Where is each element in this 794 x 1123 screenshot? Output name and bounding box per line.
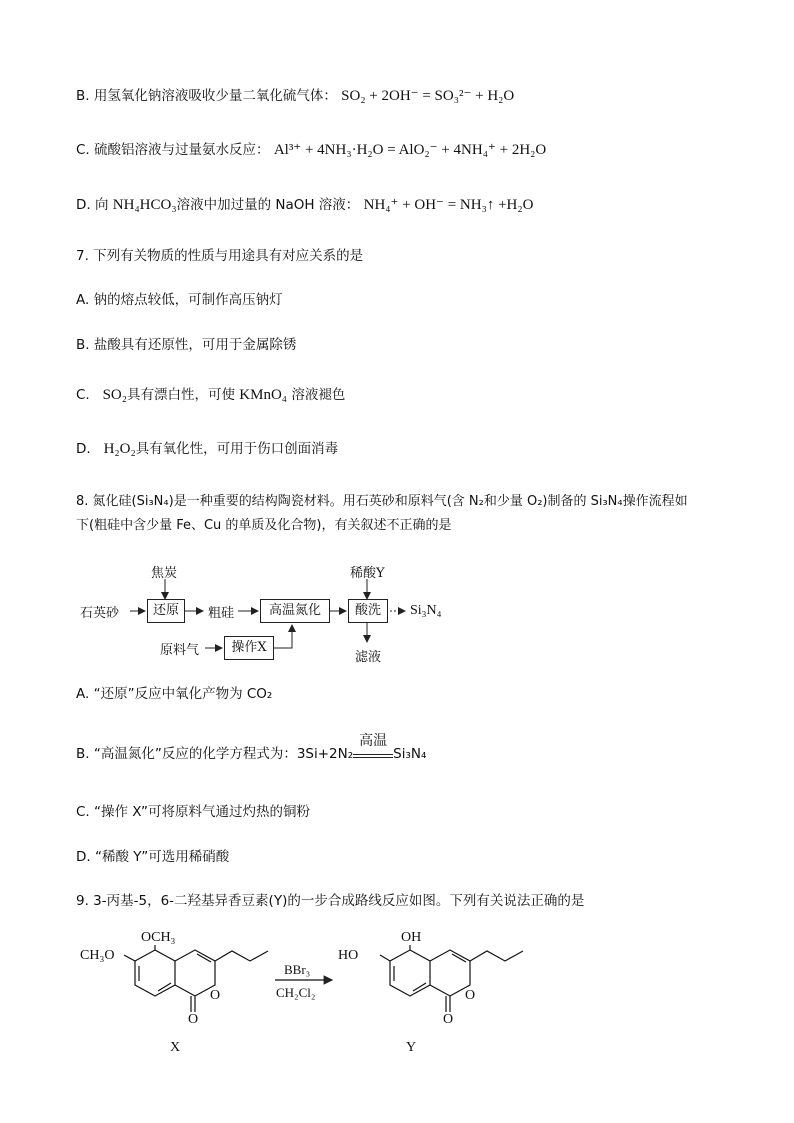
x-carbonyl-oxygen: O xyxy=(188,1012,199,1027)
q8-option-d: D. “稀酸 Y”可选用稀硝酸 xyxy=(76,849,230,865)
flow-box-caozuo-x: 操作X xyxy=(224,636,274,660)
flow-box-huanyuan: 还原 xyxy=(147,599,185,623)
molecule-x xyxy=(124,945,268,1012)
y-ho-left: HO xyxy=(338,948,359,963)
flow-box-gaowen-danhua: 高温氮化 xyxy=(260,599,330,623)
q6-d-formula: NH₄HCO₃ xyxy=(112,197,177,213)
q6-c-equation: Al³⁺ + 4NH₃·H₂O = AlO₂⁻ + 4NH₄⁺ + 2H₂O xyxy=(273,142,547,158)
molecule-y xyxy=(380,945,523,1012)
q6-b-label: B. xyxy=(76,88,90,104)
reagent-ch2cl2: CH₂Cl₂ xyxy=(276,985,316,1000)
q8-option-c: C. “操作 X”可将原料气通过灼热的铜粉 xyxy=(76,804,310,820)
y-ring-oxygen: O xyxy=(465,988,476,1003)
q7-c-formula: SO₂ xyxy=(102,387,127,403)
q8-b-condition-text: 高温 xyxy=(359,733,388,749)
flow-yuanliaoqi: 原料气 xyxy=(160,643,200,658)
q8-option-a: A. “还原”反应中氧化产物为 CO₂ xyxy=(76,686,273,702)
reagent-bbr3: BBr₃ xyxy=(284,962,311,977)
x-ch3o-left: CH₃O xyxy=(80,948,115,963)
flow-box-suanxi: 酸洗 xyxy=(348,599,388,623)
q6-c-label: C. xyxy=(76,142,90,158)
q6-d-text-mid: 溶液中加过量的 NaOH 溶液： xyxy=(176,197,360,213)
q6-d-equation: NH₄⁺ + OH⁻ = NH₃↑ +H₂O xyxy=(363,197,534,213)
q7-d-formula: H₂O₂ xyxy=(103,441,136,457)
x-ring-oxygen: O xyxy=(210,988,221,1003)
q6-c-text: 硫酸铝溶液与过量氨水反应： xyxy=(94,142,270,158)
molecule-x-label: X xyxy=(170,1040,181,1055)
q7-c-end: 溶液褪色 xyxy=(291,387,346,403)
q6-b-equation: SO₂ + 2OH⁻ = SO₃²⁻ + H₂O xyxy=(341,88,515,104)
q9-stem: 9. 3-丙基-5，6-二羟基异香豆素(Y)的一步合成路线反应如图。下列有关说法正确的是 xyxy=(76,893,585,909)
y-carbonyl-oxygen: O xyxy=(443,1012,454,1027)
molecule-y-label: Y xyxy=(406,1040,417,1055)
q7-stem: 7. 下列有关物质的性质与用途具有对应关系的是 xyxy=(76,248,364,264)
q6-b-text: 用氢氧化钠溶液吸收少量二氧化硫气体： xyxy=(93,88,337,104)
q7-d-label: D. xyxy=(76,441,91,457)
flow-xisuan-y: 稀酸Y xyxy=(350,566,385,581)
flow-lvye: 滤液 xyxy=(355,650,382,665)
flow-product-si3n4: Si₃N₄ xyxy=(410,603,442,618)
flow-jiaotan: 焦炭 xyxy=(151,566,178,581)
q7-option-b: B. 盐酸具有还原性，可用于金属除锈 xyxy=(76,337,297,353)
q7-option-a: A. 钠的熔点较低，可制作高压钠灯 xyxy=(76,292,283,308)
q7-c-formula2: KMnO₄ xyxy=(239,387,288,403)
q8-b-product: Si₃N₄ xyxy=(393,746,427,762)
q6-d-text-pre: 向 xyxy=(94,197,109,213)
y-oh-top: OH xyxy=(401,930,422,945)
flow-cugui: 粗硅 xyxy=(208,606,235,621)
q8-stem-line2: 下(粗硅中含少量 Fe、Cu 的单质及化合物)，有关叙述不正确的是 xyxy=(76,518,452,533)
q7-c-label: C. xyxy=(76,387,90,403)
flow-shiyingsha: 石英砂 xyxy=(80,606,120,621)
q8-stem-line1: 8. 氮化硅(Si₃N₄)是一种重要的结构陶瓷材料。用石英砂和原料气(含 N₂和少量 O₂)制备的 Si₃N₄操作流程如 xyxy=(76,494,688,509)
q7-d-end: 具有氧化性，可用于伤口创面消毒 xyxy=(135,441,339,457)
q6-d-label: D. xyxy=(76,197,91,213)
q7-c-mid: 具有漂白性，可使 xyxy=(127,387,235,403)
q8-b-text: B. “高温氮化”反应的化学方程式为：3Si+2N₂ xyxy=(76,746,354,762)
x-och3-top: OCH₃ xyxy=(141,930,176,945)
